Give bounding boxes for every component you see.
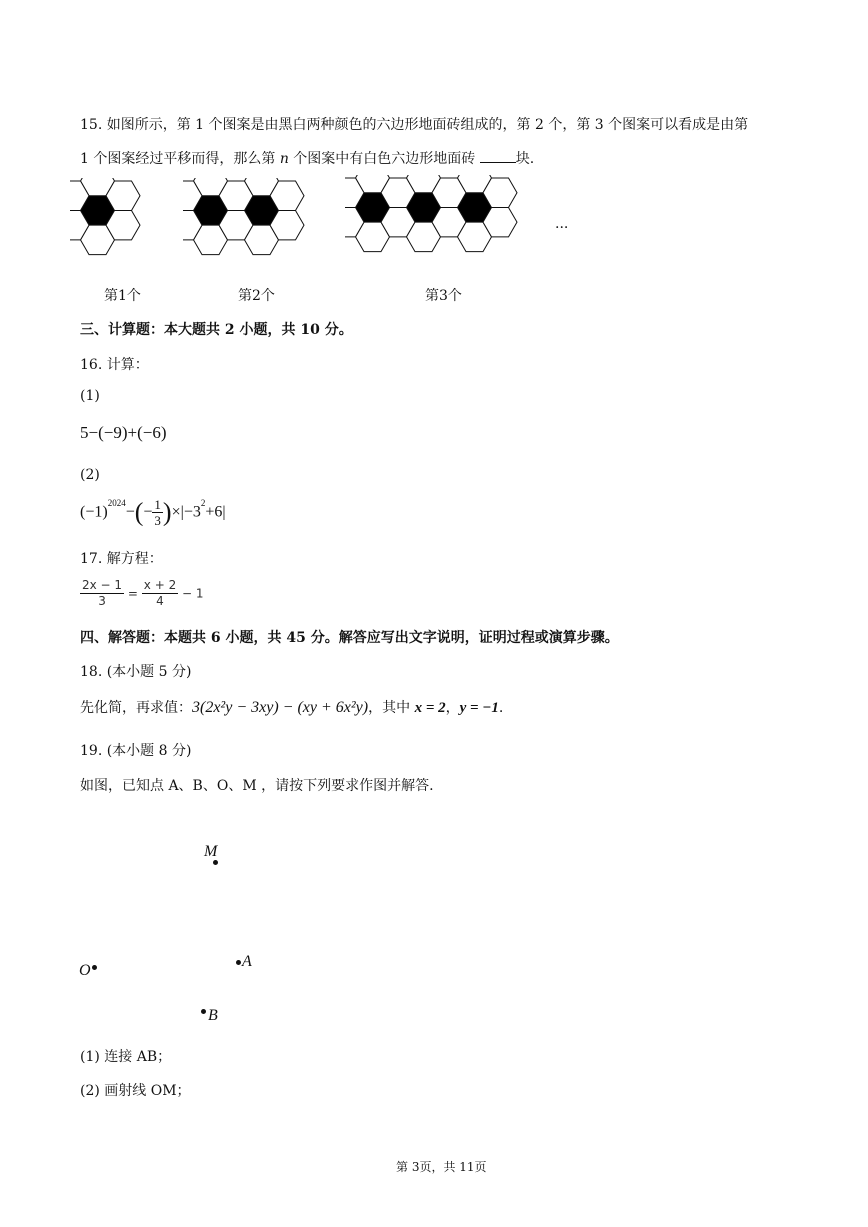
q17-equation (80, 578, 204, 609)
q17-rhs-den: 4 (156, 594, 164, 608)
q16-part2-label: (2) (80, 467, 100, 483)
q19-text: 如图，已知点 A、B、O、M ，请按下列要求作图并解答. (80, 778, 434, 794)
q18-cond-y: y = −1 (459, 700, 499, 716)
point-o (92, 965, 97, 970)
q15-answer-blank[interactable] (480, 150, 516, 163)
point-m-label: M (204, 843, 218, 860)
q15-line2-b: 个图案中有白色六边形地面砖 (288, 151, 480, 167)
q18-mid: ，其中 (368, 700, 415, 716)
q16-part2-expression: $(-1)^{2024}-(-$ $\frac{1}{3}$ )$\times|-3^2+6|$ (80, 497, 226, 528)
point-a-label: A (242, 953, 252, 970)
hex-pattern-1 (70, 178, 180, 278)
q16-p2-base: (−1) (80, 503, 108, 521)
caption-pattern-2: 第2个 (238, 288, 275, 304)
q18-cond-x: x = 2 (414, 700, 446, 716)
hex-pattern-2 (183, 178, 333, 278)
caption-pattern-1: 第1个 (104, 288, 141, 304)
q18-title: 18. (本小题 5 分) (80, 664, 192, 680)
point-b-label: B (208, 1007, 218, 1024)
q18-sep: ， (445, 700, 460, 716)
q15-line2-c: 块. (515, 151, 535, 167)
q16-p2-frac-num: 1 (154, 497, 161, 512)
q19-step1: (1) 连接 AB； (80, 1049, 172, 1065)
q16-p2-tail-b: +6| (205, 503, 226, 521)
hex-pattern-3 (345, 175, 545, 275)
hex-ellipsis: ... (555, 216, 569, 232)
q16-p2-fraction (152, 497, 163, 528)
q18-body (80, 697, 503, 717)
q16-p2-frac-den: 3 (154, 513, 161, 528)
q17-rhs-fraction (142, 578, 178, 609)
q18-end: . (498, 700, 504, 716)
q17-lhs-den: 3 (98, 594, 106, 608)
q16-p2-tail-a: ×|−3 (171, 503, 201, 521)
q15-var-n: n (279, 151, 289, 167)
point-b (201, 1009, 206, 1014)
q17-rhs-tail: − 1 (182, 586, 204, 601)
q16-p2-minus: − (125, 503, 135, 521)
q16-part1-label: (1) (80, 388, 100, 404)
q19-title: 19. (本小题 8 分) (80, 743, 192, 759)
q18-prefix: 先化简，再求值： (80, 700, 192, 716)
point-a (236, 960, 241, 965)
caption-pattern-3: 第3个 (425, 288, 462, 304)
q17-lhs-fraction (80, 578, 124, 609)
q16-part1-expression: 5−(−9)+(−6) (80, 423, 167, 442)
q15-line1: 15. 如图所示，第 1 个图案是由黑白两种颜色的六边形地面砖组成的，第 2 个，第 3 个图案可以看成是由第 (80, 117, 749, 133)
section-4-heading: 四、解答题：本题共 6 小题，共 45 分。解答应写出文字说明，证明过程或演算步骤。 (80, 630, 619, 646)
q17-equals: = (127, 586, 138, 601)
q16-p2-exponent: 2024 (107, 498, 126, 509)
q19-step2: (2) 画射线 OM； (80, 1083, 191, 1099)
section-3-heading: 三、计算题：本大题共 2 小题，共 10 分。 (80, 322, 353, 338)
q15-line2-a: 1 个图案经过平移而得，那么第 (80, 151, 280, 167)
q16-title: 16. 计算： (80, 357, 149, 373)
page-footer: 第 3页，共 11页 (396, 1160, 487, 1174)
q18-expression: 3(2x²y − 3xy) − (xy + 6x²y) (192, 699, 369, 716)
q17-lhs-num: 2x − 1 (82, 578, 123, 592)
q17-title: 17. 解方程： (80, 551, 163, 567)
q15-line2 (80, 148, 534, 168)
point-o-label: O (79, 962, 91, 979)
point-m (213, 860, 218, 865)
q17-rhs-num: x + 2 (143, 578, 177, 592)
q16-p2-tail-exponent: 2 (200, 498, 206, 509)
